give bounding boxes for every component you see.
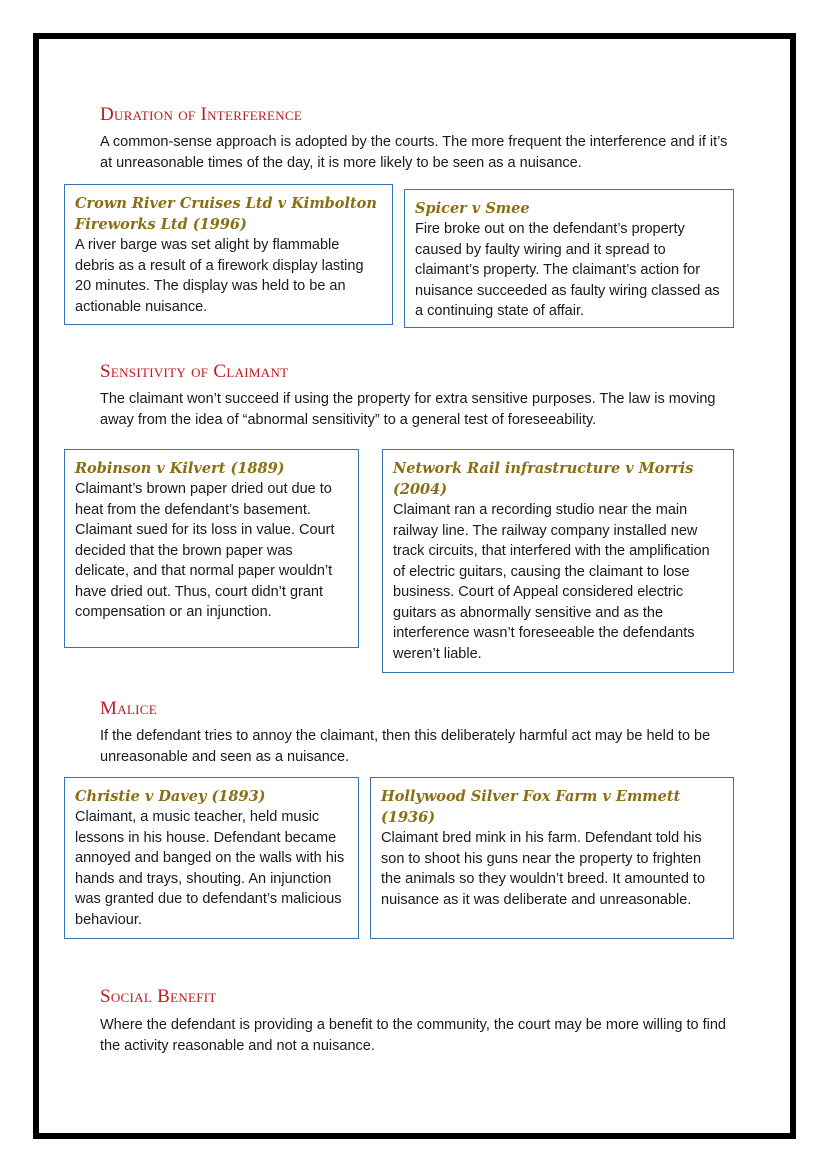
case-text: Fire broke out on the defendant’s property caused by faulty wiring and it spread to claimant’s property. The claimant’s action for nuisance succeeded as faulty wiring classed as a continuing state of affair.: [415, 221, 720, 319]
case-box-christie: [64, 777, 359, 939]
section-text-duration: A common-sense approach is adopted by the courts. The more frequent the interference and if it’s at unreasonable times of the day, it is more likely to be seen as a nuisance.: [100, 134, 728, 171]
case-box-network-rail: [382, 449, 734, 673]
section-text-malice: If the defendant tries to annoy the claimant, then this deliberately harmful act may be held to be unreasonable and seen as a nuisance.: [100, 728, 711, 765]
case-text: Claimant ran a recording studio near the main railway line. The railway company installed new track circuits, that interfered with the amplification of electric guitars, causing the claimant to lose business. Court of Appeal considered electric guitars as abnormally sensitive and as the interference wasn’t foreseeable the defendants weren’t liable.: [393, 502, 710, 662]
section-text-sensitivity: The claimant won’t succeed if using the property for extra sensitive purposes. The law is moving away from the idea of “abnormal sensitivity” to a general test of foreseeability.: [100, 391, 716, 428]
section-heading-malice: Malice: [100, 698, 157, 719]
case-text: Claimant, a music teacher, held music lessons in his house. Defendant became annoyed and banged on the walls with his hands and trays, shouting. An injunction was granted due to defendant’s malicious behaviour.: [75, 809, 345, 928]
section-heading-sensitivity: Sensitivity of Claimant: [100, 361, 289, 382]
case-box-hollywood: [370, 777, 734, 939]
case-title: Robinson v Kilvert (1889): [75, 460, 285, 477]
case-title: Hollywood Silver Fox Farm v Emmett (1936): [381, 788, 681, 826]
case-title: Spicer v Smee: [415, 200, 530, 217]
case-text: Claimant’s brown paper dried out due to heat from the defendant’s basement. Claimant sued for its loss in value. Court decided that the brown paper was delicate, and that normal paper wouldn’t have dried out. Thus, court didn’t grant compensation or an injunction.: [75, 481, 335, 620]
case-box-spicer: [404, 189, 734, 328]
case-title: Crown River Cruises Ltd v Kimbolton Fireworks Ltd (1996): [75, 195, 377, 233]
case-box-crown-river: [64, 184, 393, 325]
section-heading-social-benefit: Social Benefit: [100, 986, 217, 1007]
section-text-social-benefit: Where the defendant is providing a benefit to the community, the court may be more willing to find the activity reasonable and not a nuisance.: [100, 1017, 726, 1054]
case-box-robinson: [64, 449, 359, 648]
section-heading-duration: Duration of Interference: [100, 104, 303, 125]
case-title: Network Rail infrastructure v Morris (2004): [393, 460, 694, 498]
case-text: Claimant bred mink in his farm. Defendant told his son to shoot his guns near the property to frighten the animals so they wouldn’t breed. It amounted to nuisance as it was deliberate and unreasonable.: [381, 830, 706, 908]
case-text: A river barge was set alight by flammable debris as a result of a firework display lasting 20 minutes. The display was held to be an actionable nuisance.: [75, 237, 364, 315]
case-title: Christie v Davey (1893): [75, 788, 266, 805]
